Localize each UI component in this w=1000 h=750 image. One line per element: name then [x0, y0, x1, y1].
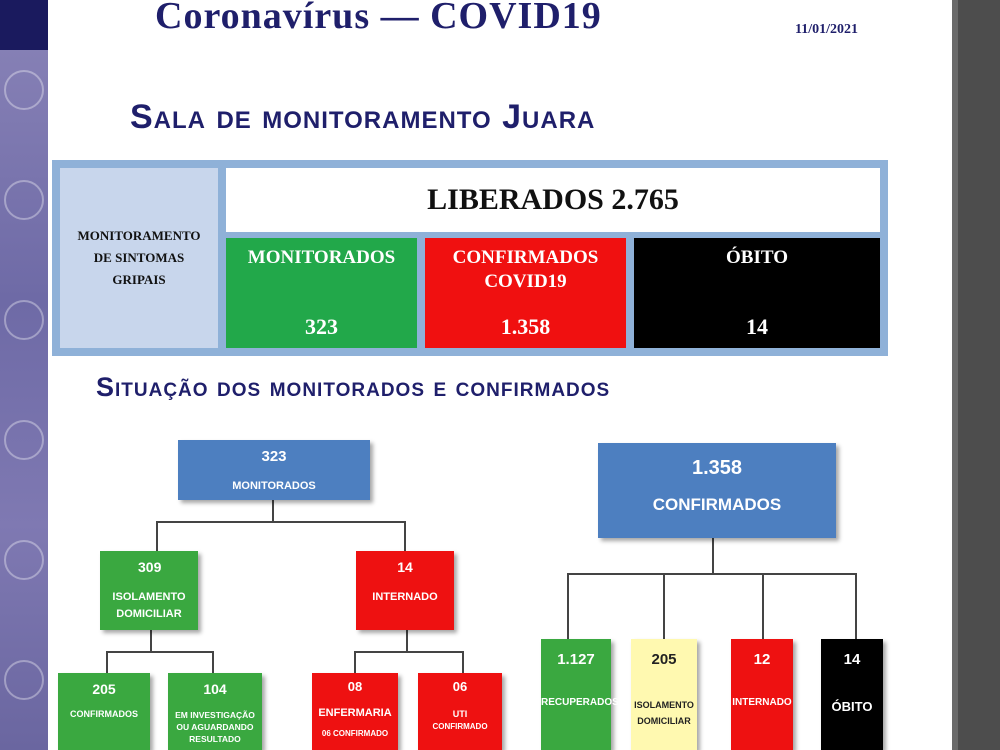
connector-line — [712, 538, 714, 574]
node-note: CONFIRMADO — [432, 722, 488, 731]
node-isolamento-confirmados — [631, 639, 697, 750]
node-enfermaria — [312, 673, 398, 750]
left-decoration — [0, 0, 48, 750]
swirl-ornament — [4, 70, 44, 110]
node-value: 1.358 — [691, 457, 743, 479]
connector-line — [462, 651, 464, 673]
connector-line — [156, 521, 406, 523]
node-isolamento-domiciliar — [100, 551, 198, 630]
connector-line — [354, 651, 356, 673]
connector-line — [156, 521, 158, 551]
node-obito — [821, 639, 883, 750]
swirl-ornament — [4, 540, 44, 580]
node-label: ÓBITO — [831, 699, 873, 714]
node-value: 12 — [753, 651, 771, 668]
swirl-ornament — [4, 660, 44, 700]
connector-line — [354, 651, 464, 653]
left-edge-block — [0, 0, 48, 50]
node-value: 205 — [92, 681, 116, 697]
summary-panel — [52, 160, 888, 356]
side-label-box — [60, 168, 218, 348]
node-value: 14 — [843, 651, 861, 668]
connector-line — [567, 573, 569, 639]
connector-line — [762, 573, 764, 639]
swirl-ornament — [4, 180, 44, 220]
swirl-ornament — [4, 420, 44, 460]
node-value: 309 — [138, 559, 162, 575]
connector-line — [212, 651, 214, 673]
node-label: EM INVESTIGAÇÃO OU AGUARDANDO RESULTADO — [175, 710, 255, 744]
node-value: 08 — [347, 679, 363, 694]
page-title: Coronavírus — COVID19 — [155, 0, 602, 37]
node-internado — [356, 551, 454, 630]
connector-line — [404, 521, 406, 551]
monitorados-value: 323 — [305, 314, 338, 339]
node-label: MONITORADOS — [232, 480, 316, 492]
viewer-border — [952, 0, 958, 750]
swirl-ornament — [4, 300, 44, 340]
node-label: CONFIRMADOS — [652, 495, 782, 514]
node-label: INTERNADO — [372, 591, 438, 603]
node-uti — [418, 673, 502, 750]
node-label: ISOLAMENTO DOMICILIAR — [112, 591, 186, 620]
node-value: 14 — [397, 559, 413, 575]
node-recuperados — [541, 639, 619, 750]
node-value: 06 — [452, 679, 468, 694]
node-confirmados-total — [598, 443, 836, 538]
obito-card — [634, 238, 880, 348]
node-value: 205 — [651, 651, 677, 668]
confirmados-label: CONFIRMADOS COVID19 — [452, 247, 599, 292]
confirmados-card — [425, 238, 626, 348]
connector-line — [406, 630, 408, 652]
report-date: 11/01/2021 — [795, 22, 859, 37]
section-title: Situação dos monitorados e confirmados — [96, 372, 611, 402]
connector-line — [106, 651, 214, 653]
node-label: UTI — [452, 709, 468, 719]
node-label: ISOLAMENTO DOMICILIAR — [634, 700, 694, 726]
node-label: RECUPERADOS — [541, 697, 619, 708]
node-value: 1.127 — [557, 651, 595, 668]
confirmados-value: 1.358 — [500, 314, 551, 339]
node-value: 104 — [203, 681, 227, 697]
connector-line — [272, 500, 274, 522]
node-label: CONFIRMADOS — [70, 709, 138, 719]
monitorados-card — [226, 238, 417, 348]
node-confirmados-205 — [58, 673, 150, 750]
node-value: 323 — [261, 448, 287, 465]
obito-label: ÓBITO — [726, 247, 788, 268]
node-label: INTERNADO — [732, 697, 792, 708]
node-monitorados — [178, 440, 370, 500]
connector-line — [663, 573, 665, 639]
liberados-banner: LIBERADOS 2.765 — [226, 168, 880, 232]
monitorados-label: MONITORADOS — [247, 247, 396, 268]
node-note: 06 CONFIRMADO — [321, 729, 389, 738]
page-subtitle: Sala de monitoramento Juara — [130, 98, 596, 136]
obito-value: 14 — [746, 314, 768, 339]
connector-line — [855, 573, 857, 639]
connector-line — [106, 651, 108, 673]
viewer-scroll-area[interactable] — [952, 0, 1000, 750]
connector-line — [567, 573, 857, 575]
node-internado-confirmados — [731, 639, 793, 750]
node-label: ENFERMARIA — [318, 707, 392, 719]
connector-line — [150, 630, 152, 652]
node-em-investigacao — [168, 673, 262, 750]
side-label: MONITORAMENTO DE SINTOMAS GRIPAIS — [77, 228, 201, 287]
